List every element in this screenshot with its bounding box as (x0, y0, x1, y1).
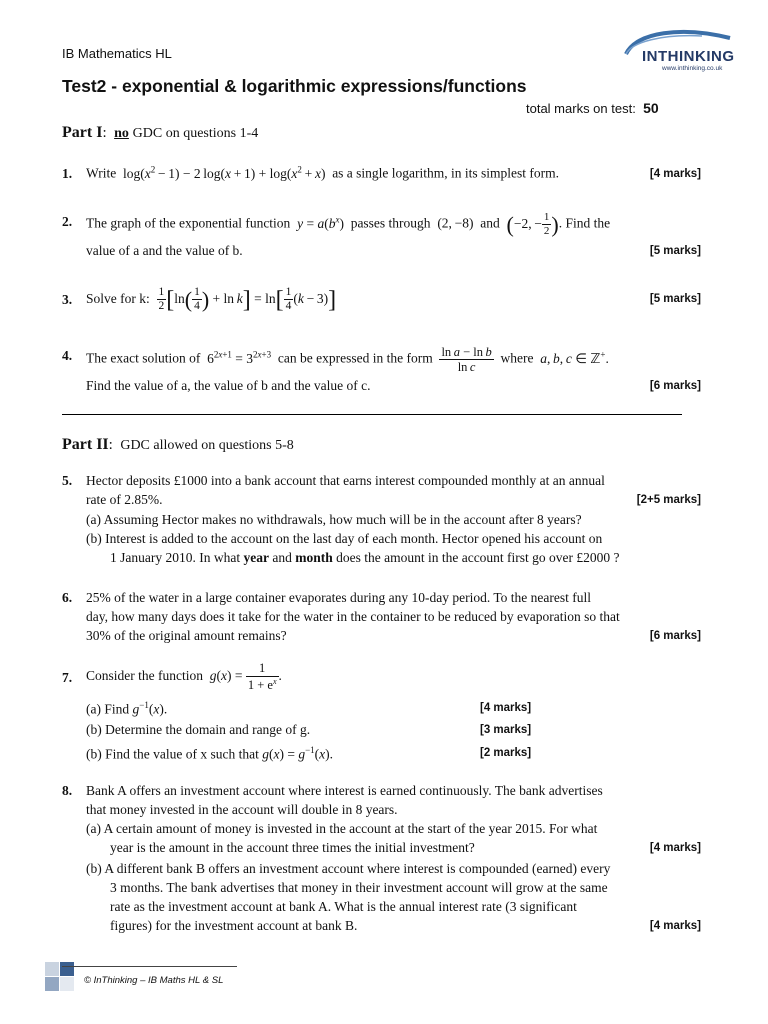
q8-line-2: that money invested in the account will double in 8 years. (86, 802, 398, 817)
q5-line-2: rate of 2.85%. (86, 492, 163, 507)
q3-number: 3. (62, 292, 73, 307)
footer-square-pale (60, 977, 74, 991)
q6-marks: [6 marks] (649, 630, 701, 642)
q5-number: 5. (62, 473, 73, 488)
inthinking-logo (622, 28, 734, 76)
q7-c-marks: [2 marks] (480, 747, 532, 759)
q7-part-a: (a) Find $g^{-1}(x)$. (86, 700, 168, 717)
q7-function: g(x) = $\frac{1}{1 + e^x}$ . (209, 661, 282, 692)
footer-square-mid (45, 977, 59, 991)
q6-line-1: 25% of the water in a large container evaporates during any 10-day period. To the nearest full (86, 590, 591, 605)
q6-line-3: 30% of the original amount remains? (86, 628, 287, 643)
q7-a-marks: [4 marks] (480, 702, 532, 714)
q7-part-c: (b) Find the value of x such that $g(x) = g^{-1}(x)$. (86, 745, 334, 762)
q7-number: 7. (62, 670, 73, 685)
q5-part-b-1: (b) Interest is added to the account on the last day of each month. Hector opened his account on (86, 531, 603, 546)
q5-part-b-2: 1 January 2010. In what year and month does the amount in the account first go over £2000 ? (110, 550, 620, 565)
logo-text: INTHINKING (642, 48, 735, 65)
q6-number: 6. (62, 590, 73, 605)
part-two-label: Part II (62, 436, 109, 453)
footer-rule (62, 966, 237, 967)
q8-number: 8. (62, 783, 73, 798)
section-divider (62, 414, 682, 415)
total-marks-value: 50 (643, 100, 659, 116)
q8-part-b-2: 3 months. The bank advertises that money in their investment account will grow at the same (110, 880, 608, 895)
q1-marks: [4 marks] (649, 168, 701, 180)
course-name: IB Mathematics HL (62, 46, 172, 61)
q8-line-1: Bank A offers an investment account where interest is earned continuously. The bank advertises (86, 783, 603, 798)
q3-equation: $\frac{1}{2}$ [ln( $\frac{1}{4}$ ) + ln k] = ln[ $\frac{1}{4}$ (k − 3)] (158, 286, 337, 313)
q2-text: The graph of the exponential function $y = a(b^x)$ passes through (2, −8) and (−2, − $\frac{1}{2}$ ). Find the (86, 211, 611, 237)
q1-expression: $\log(x^2 - 1) - 2$ $\log(x + 1) + \log(x^2 + x)$ (122, 164, 326, 181)
q7-part-b: (b) Determine the domain and range of g. (86, 722, 311, 737)
total-marks-label: total marks on test: (526, 101, 636, 116)
footer-copyright: © InThinking – IB Maths HL & SL (84, 975, 224, 986)
q2-number: 2. (62, 214, 73, 229)
q7-text: Consider the function g(x) = $\frac{1}{1 + e^x}$ . (86, 661, 282, 692)
part-one-no: no (114, 126, 129, 141)
q4-line-2: Find the value of a, the value of b and the value of c. (86, 378, 371, 393)
q8-part-a-2: year is the amount in the account three times the initial investment? (110, 840, 475, 855)
q8-part-a-1: (a) A certain amount of money is invested in the account at the start of the year 2015. For what (86, 821, 598, 836)
footer-square-dark (60, 962, 74, 976)
q4-form: $\frac{\text{ln a − ln b}}{\text{ln c}}$ (441, 344, 492, 374)
q3-marks: [5 marks] (649, 293, 701, 305)
q5-line-1: Hector deposits £1000 into a bank account that earns interest compounded monthly at an annual (86, 473, 605, 488)
q1-text: Write $\log(x^2 - 1) - 2$ $\log(x + 1) + \log(x^2 + x)$ as a single logarithm, in its simplest form. (86, 164, 560, 181)
q4-marks: [6 marks] (649, 380, 701, 392)
part-two-rest: GDC allowed on questions 5-8 (120, 438, 294, 453)
q2-point-2: (−2, − $\frac{1}{2}$ ) (506, 211, 559, 237)
q2-line-2: value of a and the value of b. (86, 243, 243, 258)
q2-point-1: (2, −8) (437, 215, 474, 231)
q1-number: 1. (62, 166, 73, 181)
q5-marks: [2+5 marks] (636, 494, 701, 506)
q8-a-marks: [4 marks] (649, 842, 701, 854)
q7-b-marks: [3 marks] (480, 724, 532, 736)
q3-text: Solve for k: $\frac{1}{2}$ [ln( $\frac{1}{4}$ ) + ln k] = ln[ $\frac{1}{4}$ (k − 3)] (86, 286, 337, 313)
part-two-heading: Part II: GDC allowed on questions 5-8 (62, 436, 294, 453)
q8-b-marks: [4 marks] (649, 920, 701, 932)
q4-equation: $6^{2x+1} = 3^{2x+3}$ (207, 349, 272, 366)
q5-part-a: (a) Assuming Hector makes no withdrawals, how much will be in the account after 8 years? (86, 512, 582, 527)
q4-number: 4. (62, 348, 73, 363)
part-one-label: Part I (62, 124, 103, 141)
footer-square-light (45, 962, 59, 976)
q8-part-b-1: (b) A different bank B offers an investment account where interest is compounded (earned) every (86, 861, 611, 876)
part-one-heading: Part I: no GDC on questions 1-4 (62, 124, 259, 141)
q8-part-b-4: figures) for the investment account at bank B. (110, 918, 358, 933)
total-marks (526, 100, 659, 116)
logo-url: www.inthinking.co.uk (662, 65, 723, 72)
q6-line-2: day, how many days does it take for the water in the container to be reduced by evaporation so that (86, 609, 620, 624)
q8-part-b-3: rate as the investment account at bank A. What is the annual interest rate (3 significant (110, 899, 577, 914)
q4-text: The exact solution of $6^{2x+1} = 3^{2x+3}$ can be expressed in the form $\frac{\text{ln a − ln b}}{\text{ln c}}$ where a, b, c ∈ ℤ+. (86, 344, 609, 374)
q2-marks: [5 marks] (649, 245, 701, 257)
part-one-rest: GDC on questions 1-4 (132, 126, 259, 141)
q2-function: $y = a(b^x)$ (297, 214, 344, 231)
test-title: Test2 - exponential & logarithmic expressions/functions (62, 76, 527, 96)
q4-condition: a, b, c ∈ ℤ+. (540, 349, 609, 366)
